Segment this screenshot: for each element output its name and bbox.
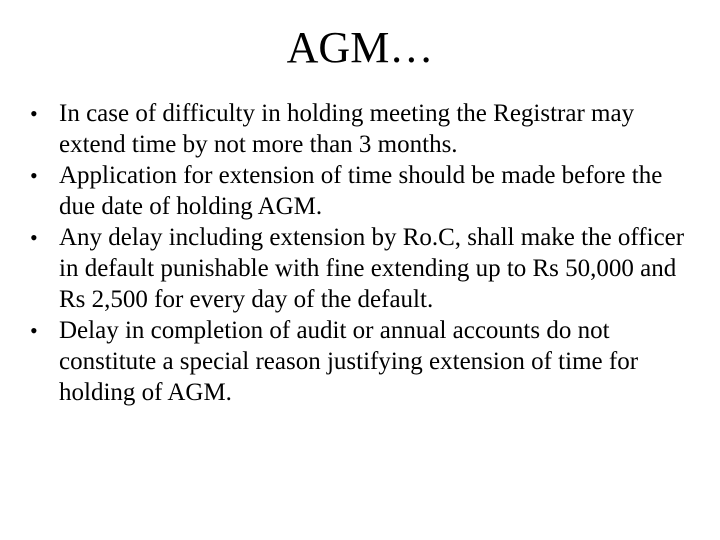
bullet-text: Any delay including extension by Ro.C, shall make the officer in default punishable with fine extending up to Rs 50,000 and Rs 2,500 for every day of the default. [59,224,685,313]
bullet-icon: • [30,318,38,343]
bullet-list [30,98,700,408]
bullet-text: In case of difficulty in holding meeting the Registrar may extend time by not more than 3 months. [59,100,635,158]
bullet-text: Application for extension of time should be made before the due date of holding AGM. [59,162,663,220]
bullet-item [30,222,700,315]
bullet-icon: • [30,163,38,188]
slide-title: AGM… [286,23,434,72]
bullet-icon: • [30,101,38,126]
bullet-item [30,315,700,408]
bullet-icon: • [30,225,38,250]
bullet-item [30,160,700,222]
bullet-text: Delay in completion of audit or annual accounts do not constitute a special reason justifying extension of time for holding of AGM. [59,317,639,406]
bullet-item [30,98,700,160]
